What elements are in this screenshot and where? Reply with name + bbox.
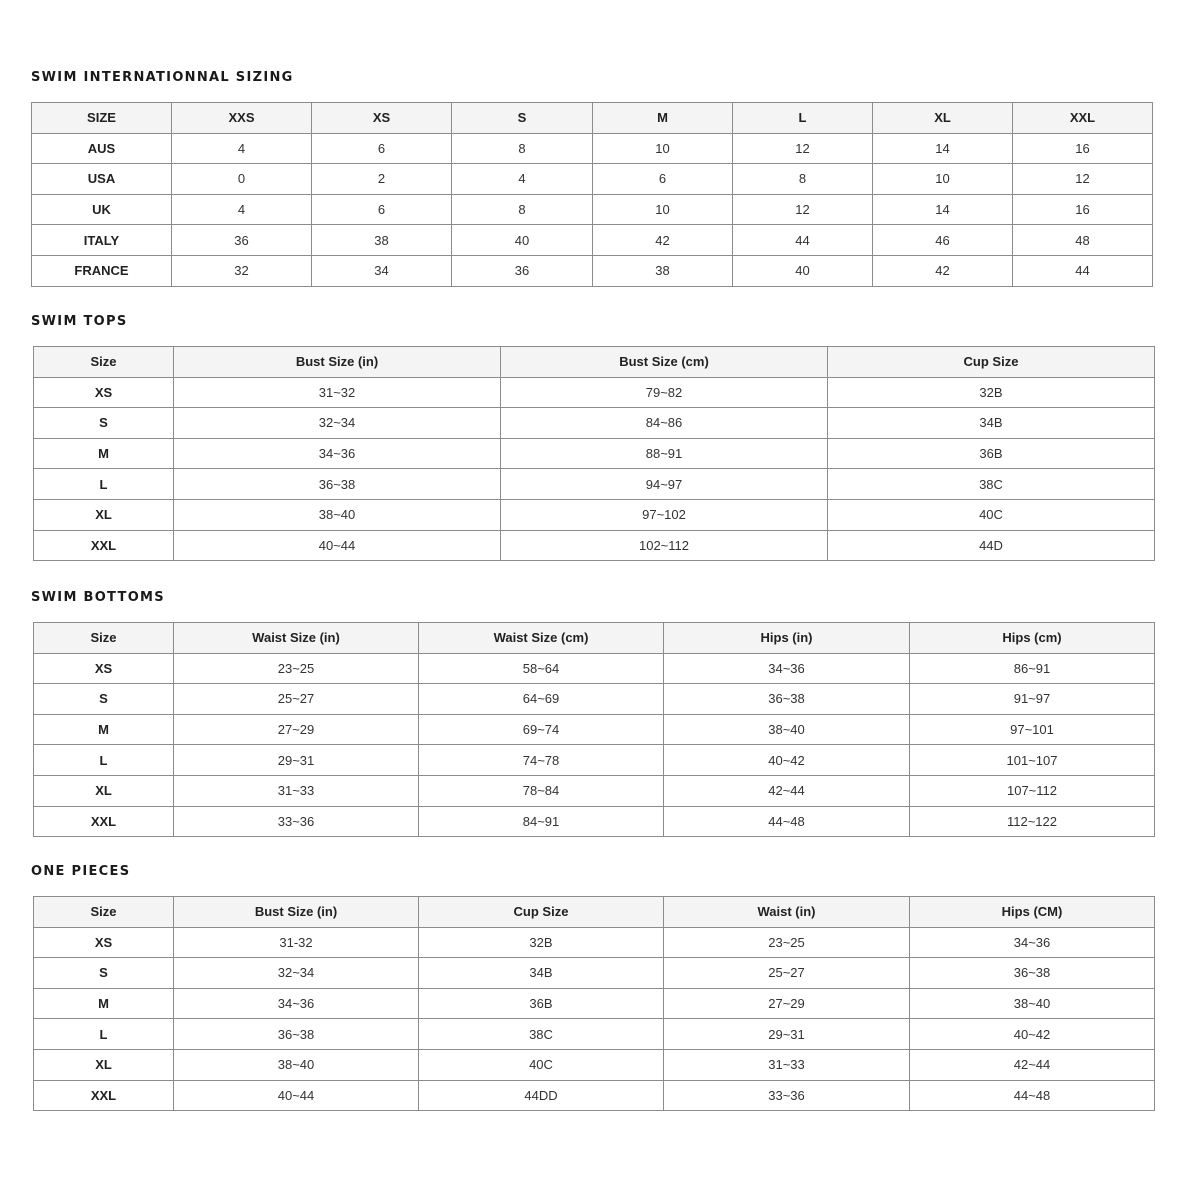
row-size-label: FRANCE bbox=[32, 255, 172, 286]
table-cell: 44DD bbox=[419, 1080, 664, 1111]
table-cell: 36~38 bbox=[910, 958, 1155, 989]
table-row bbox=[34, 684, 1155, 715]
table-row bbox=[34, 806, 1155, 837]
table-cell: 38 bbox=[593, 255, 733, 286]
row-size-label: XXL bbox=[34, 530, 174, 561]
table-cell: 34~36 bbox=[910, 927, 1155, 958]
row-size-label: M bbox=[34, 988, 174, 1019]
table-cell: 36~38 bbox=[174, 469, 501, 500]
column-header: Hips (CM) bbox=[910, 897, 1155, 928]
table-cell: 94~97 bbox=[501, 469, 828, 500]
table-cell: 101~107 bbox=[910, 745, 1155, 776]
table-cell: 4 bbox=[452, 164, 593, 195]
table-row bbox=[32, 225, 1153, 256]
table-cell: 32B bbox=[828, 377, 1155, 408]
row-size-label: XXL bbox=[34, 806, 174, 837]
row-size-label: XXL bbox=[34, 1080, 174, 1111]
column-header: Hips (in) bbox=[664, 623, 910, 654]
table-row bbox=[34, 1019, 1155, 1050]
table-cell: 38C bbox=[828, 469, 1155, 500]
table-cell: 40~42 bbox=[910, 1019, 1155, 1050]
row-size-label: M bbox=[34, 714, 174, 745]
table-row bbox=[34, 927, 1155, 958]
table-cell: 48 bbox=[1013, 225, 1153, 256]
table-row bbox=[34, 469, 1155, 500]
table-row bbox=[32, 164, 1153, 195]
table-cell: 29~31 bbox=[174, 745, 419, 776]
table-cell: 42 bbox=[593, 225, 733, 256]
table-cell: 34~36 bbox=[174, 438, 501, 469]
table-cell: 33~36 bbox=[664, 1080, 910, 1111]
table-row bbox=[34, 1049, 1155, 1080]
row-size-label: XS bbox=[34, 653, 174, 684]
table-cell: 32~34 bbox=[174, 958, 419, 989]
table-cell: 32~34 bbox=[174, 408, 501, 439]
table-cell: 44D bbox=[828, 530, 1155, 561]
column-header: Waist (in) bbox=[664, 897, 910, 928]
table-row bbox=[34, 988, 1155, 1019]
table-cell: 97~101 bbox=[910, 714, 1155, 745]
row-size-label: XL bbox=[34, 775, 174, 806]
table-cell: 44 bbox=[1013, 255, 1153, 286]
column-header: Cup Size bbox=[828, 347, 1155, 378]
table-cell: 33~36 bbox=[174, 806, 419, 837]
table-cell: 6 bbox=[593, 164, 733, 195]
table-cell: 102~112 bbox=[501, 530, 828, 561]
table-cell: 78~84 bbox=[419, 775, 664, 806]
table-cell: 31~32 bbox=[174, 377, 501, 408]
table-cell: 44~48 bbox=[910, 1080, 1155, 1111]
table-cell: 10 bbox=[593, 194, 733, 225]
column-header: XXS bbox=[172, 103, 312, 134]
table-cell: 58~64 bbox=[419, 653, 664, 684]
table-cell: 42~44 bbox=[910, 1049, 1155, 1080]
column-header: SIZE bbox=[32, 103, 172, 134]
table-row bbox=[34, 1080, 1155, 1111]
table-cell: 38~40 bbox=[664, 714, 910, 745]
row-size-label: S bbox=[34, 958, 174, 989]
table-cell: 12 bbox=[1013, 164, 1153, 195]
table-cell: 38 bbox=[312, 225, 452, 256]
table-row bbox=[34, 408, 1155, 439]
column-header: Size bbox=[34, 897, 174, 928]
header-row bbox=[34, 897, 1155, 928]
table-cell: 88~91 bbox=[501, 438, 828, 469]
header-row bbox=[34, 347, 1155, 378]
table-cell: 46 bbox=[873, 225, 1013, 256]
table-cell: 6 bbox=[312, 133, 452, 164]
row-size-label: AUS bbox=[32, 133, 172, 164]
row-size-label: XL bbox=[34, 1049, 174, 1080]
table-cell: 8 bbox=[452, 133, 593, 164]
table-cell: 40~44 bbox=[174, 530, 501, 561]
table-row bbox=[34, 714, 1155, 745]
table-cell: 36~38 bbox=[174, 1019, 419, 1050]
table-cell: 40 bbox=[452, 225, 593, 256]
column-header: Size bbox=[34, 347, 174, 378]
table-cell: 27~29 bbox=[174, 714, 419, 745]
table-row bbox=[34, 530, 1155, 561]
table-row bbox=[34, 438, 1155, 469]
table-row bbox=[34, 775, 1155, 806]
table-cell: 4 bbox=[172, 194, 312, 225]
row-size-label: S bbox=[34, 684, 174, 715]
column-header: S bbox=[452, 103, 593, 134]
column-header: XS bbox=[312, 103, 452, 134]
column-header: L bbox=[733, 103, 873, 134]
table-cell: 16 bbox=[1013, 133, 1153, 164]
table-cell: 79~82 bbox=[501, 377, 828, 408]
column-header: Waist Size (cm) bbox=[419, 623, 664, 654]
table-cell: 32B bbox=[419, 927, 664, 958]
row-size-label: L bbox=[34, 1019, 174, 1050]
table-row bbox=[32, 133, 1153, 164]
table-cell: 16 bbox=[1013, 194, 1153, 225]
row-size-label: XL bbox=[34, 499, 174, 530]
table-cell: 36 bbox=[452, 255, 593, 286]
table-cell: 36~38 bbox=[664, 684, 910, 715]
section-title: ONE PIECES bbox=[31, 864, 131, 879]
intl-sizing-table bbox=[31, 102, 1153, 287]
table-cell: 42~44 bbox=[664, 775, 910, 806]
row-size-label: XS bbox=[34, 927, 174, 958]
table-cell: 38~40 bbox=[910, 988, 1155, 1019]
table-cell: 34~36 bbox=[664, 653, 910, 684]
table-cell: 6 bbox=[312, 194, 452, 225]
table-cell: 36B bbox=[419, 988, 664, 1019]
table-cell: 44 bbox=[733, 225, 873, 256]
row-size-label: XS bbox=[34, 377, 174, 408]
column-header: M bbox=[593, 103, 733, 134]
header-row bbox=[32, 103, 1153, 134]
table-row bbox=[34, 377, 1155, 408]
table-cell: 2 bbox=[312, 164, 452, 195]
table-cell: 107~112 bbox=[910, 775, 1155, 806]
table-cell: 84~91 bbox=[419, 806, 664, 837]
one-pieces-table bbox=[33, 896, 1155, 1111]
table-cell: 12 bbox=[733, 133, 873, 164]
table-cell: 91~97 bbox=[910, 684, 1155, 715]
row-size-label: ITALY bbox=[32, 225, 172, 256]
table-cell: 64~69 bbox=[419, 684, 664, 715]
table-cell: 86~91 bbox=[910, 653, 1155, 684]
column-header: XL bbox=[873, 103, 1013, 134]
row-size-label: M bbox=[34, 438, 174, 469]
table-cell: 14 bbox=[873, 194, 1013, 225]
table-cell: 10 bbox=[593, 133, 733, 164]
table-cell: 44~48 bbox=[664, 806, 910, 837]
table-cell: 34B bbox=[419, 958, 664, 989]
row-size-label: UK bbox=[32, 194, 172, 225]
table-cell: 0 bbox=[172, 164, 312, 195]
table-cell: 25~27 bbox=[174, 684, 419, 715]
table-cell: 12 bbox=[733, 194, 873, 225]
swim-bottoms-table bbox=[33, 622, 1155, 837]
table-cell: 27~29 bbox=[664, 988, 910, 1019]
table-cell: 40C bbox=[419, 1049, 664, 1080]
table-cell: 34B bbox=[828, 408, 1155, 439]
row-size-label: L bbox=[34, 469, 174, 500]
table-row bbox=[34, 499, 1155, 530]
table-cell: 36B bbox=[828, 438, 1155, 469]
header-row bbox=[34, 623, 1155, 654]
table-cell: 32 bbox=[172, 255, 312, 286]
table-row bbox=[34, 745, 1155, 776]
table-cell: 31-32 bbox=[174, 927, 419, 958]
table-cell: 40~44 bbox=[174, 1080, 419, 1111]
row-size-label: USA bbox=[32, 164, 172, 195]
table-row bbox=[32, 194, 1153, 225]
table-row bbox=[34, 958, 1155, 989]
swim-tops-table bbox=[33, 346, 1155, 561]
table-cell: 31~33 bbox=[174, 775, 419, 806]
table-cell: 10 bbox=[873, 164, 1013, 195]
table-cell: 31~33 bbox=[664, 1049, 910, 1080]
table-cell: 84~86 bbox=[501, 408, 828, 439]
table-cell: 97~102 bbox=[501, 499, 828, 530]
table-cell: 112~122 bbox=[910, 806, 1155, 837]
column-header: Hips (cm) bbox=[910, 623, 1155, 654]
table-cell: 8 bbox=[452, 194, 593, 225]
column-header: Bust Size (in) bbox=[174, 347, 501, 378]
table-cell: 34 bbox=[312, 255, 452, 286]
table-cell: 38C bbox=[419, 1019, 664, 1050]
table-cell: 14 bbox=[873, 133, 1013, 164]
column-header: Waist Size (in) bbox=[174, 623, 419, 654]
row-size-label: L bbox=[34, 745, 174, 776]
table-cell: 34~36 bbox=[174, 988, 419, 1019]
section-title: SWIM BOTTOMS bbox=[31, 590, 165, 605]
column-header: Bust Size (cm) bbox=[501, 347, 828, 378]
column-header: Cup Size bbox=[419, 897, 664, 928]
table-cell: 25~27 bbox=[664, 958, 910, 989]
table-cell: 40C bbox=[828, 499, 1155, 530]
column-header: XXL bbox=[1013, 103, 1153, 134]
table-cell: 38~40 bbox=[174, 499, 501, 530]
section-title: SWIM TOPS bbox=[31, 314, 128, 329]
table-cell: 74~78 bbox=[419, 745, 664, 776]
table-cell: 4 bbox=[172, 133, 312, 164]
table-row bbox=[34, 653, 1155, 684]
table-row bbox=[32, 255, 1153, 286]
table-cell: 23~25 bbox=[664, 927, 910, 958]
column-header: Bust Size (in) bbox=[174, 897, 419, 928]
table-cell: 29~31 bbox=[664, 1019, 910, 1050]
table-cell: 69~74 bbox=[419, 714, 664, 745]
table-cell: 8 bbox=[733, 164, 873, 195]
table-cell: 36 bbox=[172, 225, 312, 256]
table-cell: 42 bbox=[873, 255, 1013, 286]
row-size-label: S bbox=[34, 408, 174, 439]
column-header: Size bbox=[34, 623, 174, 654]
table-cell: 23~25 bbox=[174, 653, 419, 684]
table-cell: 40 bbox=[733, 255, 873, 286]
section-title: SWIM INTERNATIONNAL SIZING bbox=[31, 70, 294, 85]
table-cell: 40~42 bbox=[664, 745, 910, 776]
table-cell: 38~40 bbox=[174, 1049, 419, 1080]
